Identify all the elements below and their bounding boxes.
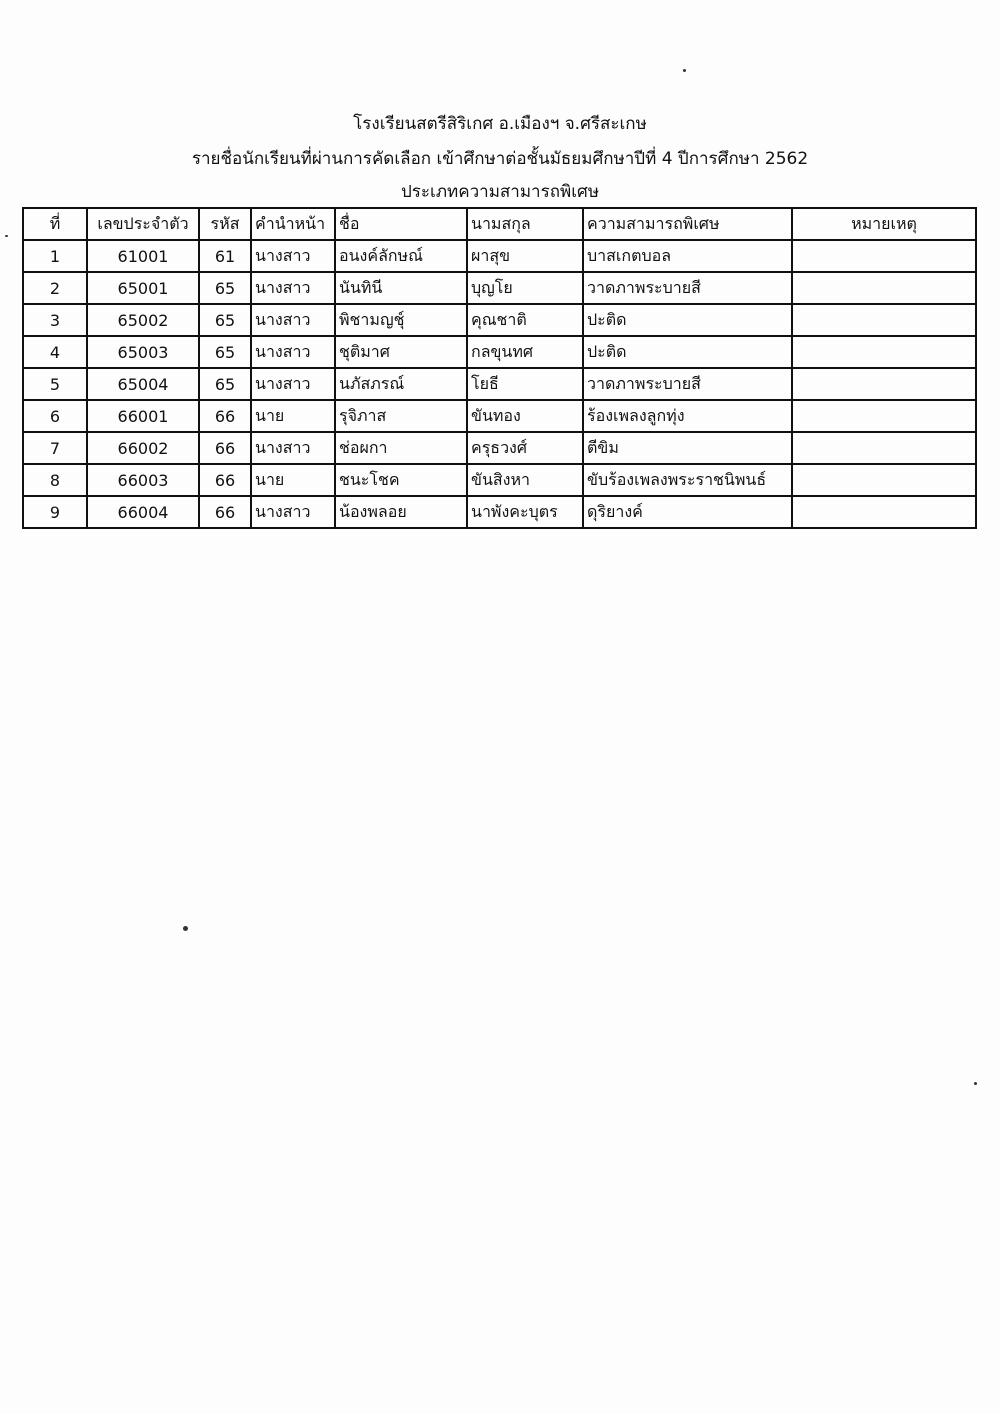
cell-prefix: นางสาว — [251, 272, 335, 304]
cell-code: 66 — [199, 464, 251, 496]
cell-student-id: 65002 — [87, 304, 199, 336]
cell-code: 65 — [199, 368, 251, 400]
cell-prefix: นางสาว — [251, 240, 335, 272]
cell-prefix: นาย — [251, 464, 335, 496]
cell-last-name: ผาสุข — [467, 240, 583, 272]
table-header-row — [23, 208, 976, 240]
cell-student-id: 66001 — [87, 400, 199, 432]
cell-first-name: นภัสภรณ์ — [335, 368, 467, 400]
cell-talent: ปะติด — [583, 304, 792, 336]
col-header-id: เลขประจำตัว — [87, 208, 199, 240]
cell-last-name: บุญโย — [467, 272, 583, 304]
col-header-talent: ความสามารถพิเศษ — [583, 208, 792, 240]
cell-student-id: 66002 — [87, 432, 199, 464]
cell-note — [792, 336, 976, 368]
cell-code: 65 — [199, 336, 251, 368]
cell-first-name: น้องพลอย — [335, 496, 467, 528]
cell-first-name: ชุติมาศ — [335, 336, 467, 368]
cell-note — [792, 368, 976, 400]
scan-speck — [183, 926, 188, 931]
col-header-last-name: นามสกุล — [467, 208, 583, 240]
cell-note — [792, 400, 976, 432]
cell-prefix: นางสาว — [251, 432, 335, 464]
col-header-first-name: ชื่อ — [335, 208, 467, 240]
cell-prefix: นาย — [251, 400, 335, 432]
cell-note — [792, 464, 976, 496]
cell-prefix: นางสาว — [251, 304, 335, 336]
table-row — [23, 368, 976, 400]
cell-no: 4 — [23, 336, 87, 368]
cell-student-id: 61001 — [87, 240, 199, 272]
list-subtitle: รายชื่อนักเรียนที่ผ่านการคัดเลือก เข้าศึกษาต่อชั้นมัธยมศึกษาปีที่ 4 ปีการศึกษา 2562 — [191, 149, 809, 169]
cell-code: 66 — [199, 496, 251, 528]
cell-note — [792, 432, 976, 464]
cell-prefix: นางสาว — [251, 496, 335, 528]
cell-first-name: ชนะโชค — [335, 464, 467, 496]
cell-talent: ตีขิม — [583, 432, 792, 464]
table-row — [23, 464, 976, 496]
cell-talent: วาดภาพระบายสี — [583, 368, 792, 400]
cell-code: 65 — [199, 304, 251, 336]
col-header-code: รหัส — [199, 208, 251, 240]
table-row — [23, 336, 976, 368]
table-row — [23, 304, 976, 336]
scan-speck — [5, 235, 8, 237]
scan-speck — [683, 69, 686, 72]
cell-code: 61 — [199, 240, 251, 272]
cell-first-name: ช่อผกา — [335, 432, 467, 464]
cell-code: 66 — [199, 400, 251, 432]
cell-last-name: นาพังคะบุตร — [467, 496, 583, 528]
cell-student-id: 66004 — [87, 496, 199, 528]
table-row — [23, 432, 976, 464]
cell-note — [792, 272, 976, 304]
cell-code: 65 — [199, 272, 251, 304]
col-header-prefix: คำนำหน้า — [251, 208, 335, 240]
scan-speck — [974, 1082, 977, 1085]
cell-student-id: 65004 — [87, 368, 199, 400]
cell-last-name: โยธี — [467, 368, 583, 400]
cell-no: 2 — [23, 272, 87, 304]
cell-prefix: นางสาว — [251, 368, 335, 400]
table-row — [23, 496, 976, 528]
cell-talent: ขับร้องเพลงพระราชนิพนธ์ — [583, 464, 792, 496]
col-header-no: ที่ — [23, 208, 87, 240]
cell-talent: ดุริยางค์ — [583, 496, 792, 528]
cell-no: 6 — [23, 400, 87, 432]
cell-last-name: คุณชาติ — [467, 304, 583, 336]
cell-talent: บาสเกตบอล — [583, 240, 792, 272]
table-row — [23, 272, 976, 304]
cell-talent: ปะติด — [583, 336, 792, 368]
cell-last-name: ขันทอง — [467, 400, 583, 432]
cell-no: 7 — [23, 432, 87, 464]
cell-no: 3 — [23, 304, 87, 336]
cell-first-name: อนงค์ลักษณ์ — [335, 240, 467, 272]
cell-no: 5 — [23, 368, 87, 400]
cell-no: 1 — [23, 240, 87, 272]
school-title: โรงเรียนสตรีสิริเกศ อ.เมืองฯ จ.ศรีสะเกษ — [353, 114, 647, 134]
cell-student-id: 66003 — [87, 464, 199, 496]
cell-last-name: ขันสิงหา — [467, 464, 583, 496]
cell-first-name: นันทินี — [335, 272, 467, 304]
table-row — [23, 240, 976, 272]
cell-last-name: กลขุนทศ — [467, 336, 583, 368]
cell-student-id: 65003 — [87, 336, 199, 368]
col-header-note: หมายเหตุ — [792, 208, 976, 240]
student-table — [22, 207, 977, 529]
cell-no: 8 — [23, 464, 87, 496]
cell-first-name: พิชามญชุ์ — [335, 304, 467, 336]
cell-first-name: รุจิภาส — [335, 400, 467, 432]
cell-note — [792, 240, 976, 272]
cell-note — [792, 496, 976, 528]
cell-talent: ร้องเพลงลูกทุ่ง — [583, 400, 792, 432]
cell-note — [792, 304, 976, 336]
cell-code: 66 — [199, 432, 251, 464]
cell-no: 9 — [23, 496, 87, 528]
table-row — [23, 400, 976, 432]
cell-student-id: 65001 — [87, 272, 199, 304]
cell-prefix: นางสาว — [251, 336, 335, 368]
cell-last-name: ครุธวงศ์ — [467, 432, 583, 464]
category-title: ประเภทความสามารถพิเศษ — [400, 182, 600, 202]
cell-talent: วาดภาพระบายสี — [583, 272, 792, 304]
